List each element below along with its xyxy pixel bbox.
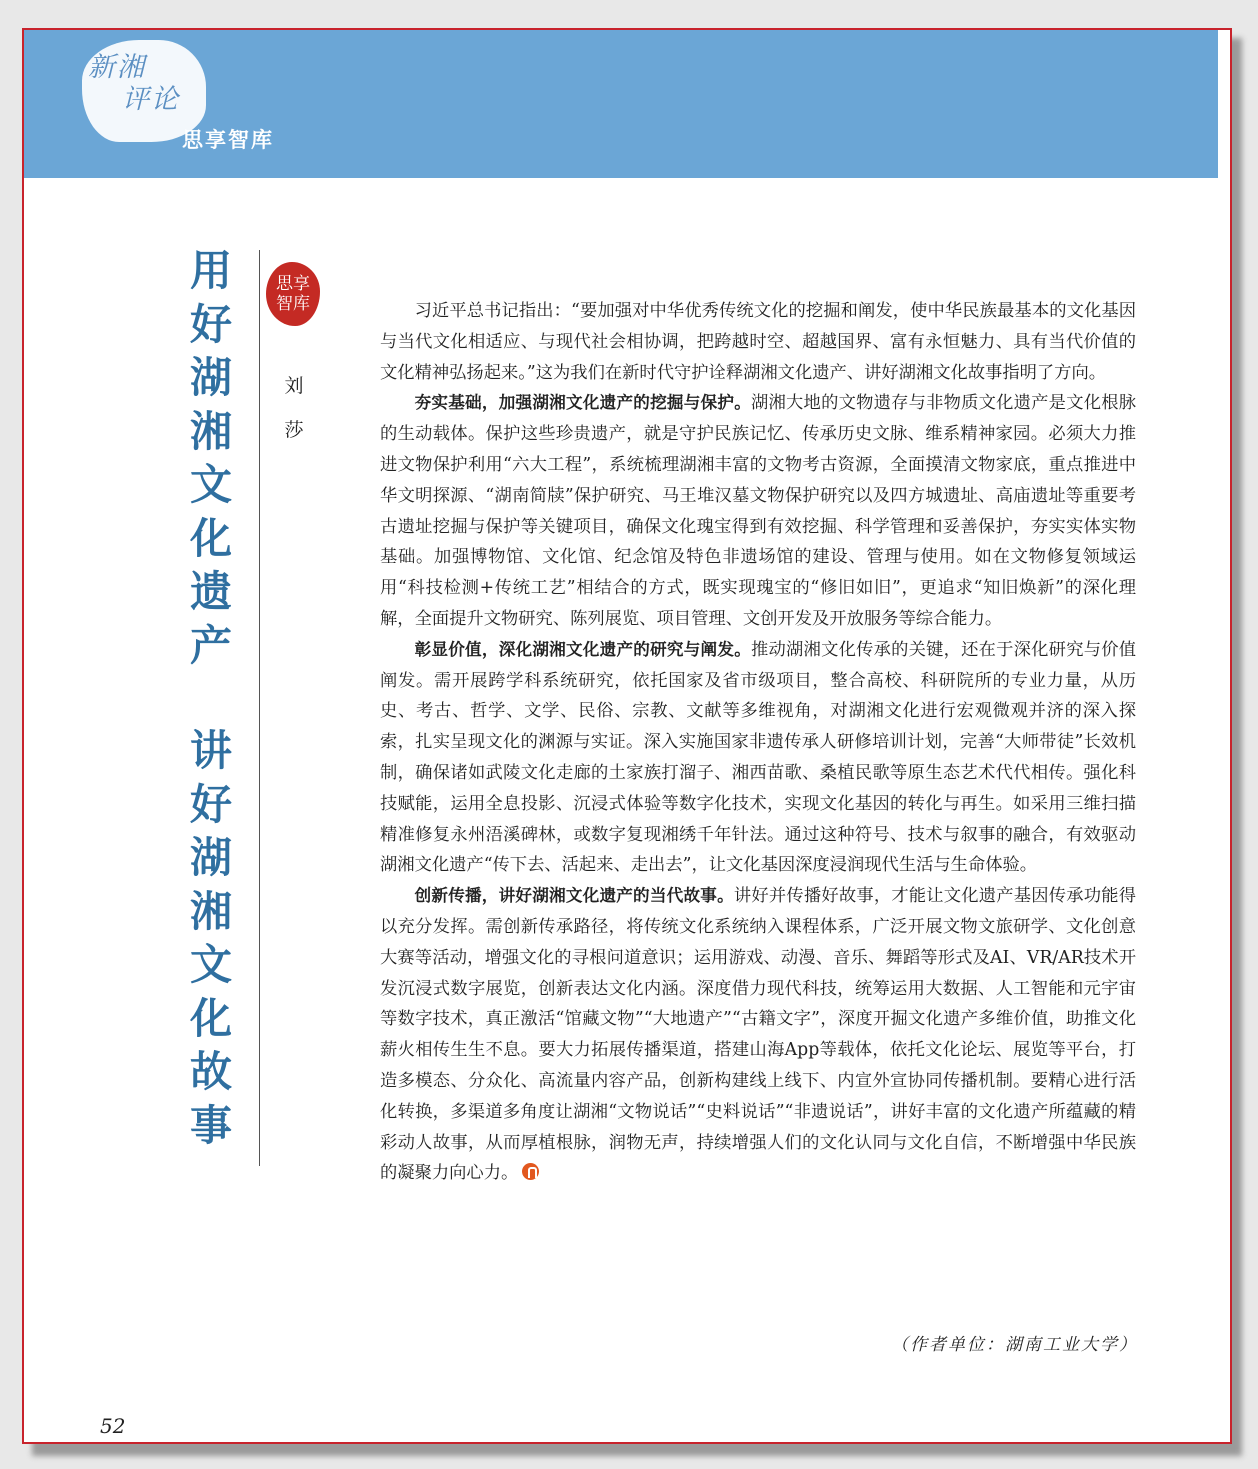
seal-line-2: 智库 bbox=[276, 294, 310, 314]
section-heading-2: 彰显价值，深化湖湘文化遗产的研究与阐发。 bbox=[414, 639, 752, 659]
section-paragraph-1 bbox=[380, 388, 1136, 634]
author-char: 刘 bbox=[284, 375, 304, 397]
seal-line-1: 思享 bbox=[276, 274, 310, 294]
section-text-3: 讲好并传播好故事，才能让文化遗产基因传承功能得以充分发挥。需创新传承路径，将传统文化系统纳入课程体系，广泛开展文物文旅研学、文化创意大赛等活动，增强文化的寻根问道意识；运用游戏、动漫、音乐、舞蹈等形式及AI、VR/AR技术开发沉浸式数字展览，创新表达文化内涵。深度借力现代科技，统筹运用大数据、人工智能和元宇宙等数字技术，真正激活“馆藏文物”“大地遗产”“古籍文字”，深度开掘文化遗产多维价值，助推文化薪火相传生生不息。要大力拓展传播渠道，搭建山海App等载体，依托文化论坛、展览等平台，打造多模态、分众化、高流量内容产品，创新构建线上线下、内宣外宣协同传播机制。要精心进行活化转换，多渠道多角度让湖湘“文物说话”“史料说话”“非遗说话”，讲好丰富的文化遗产所蕴藏的精彩动人故事，从而厚植根脉，润物无声，持续增强人们的文化认同与文化自信，不断增强中华民族的凝聚力向心力。 bbox=[380, 886, 1136, 1184]
column-name: 思享智库 bbox=[182, 128, 274, 152]
title-char: 讲 bbox=[189, 726, 232, 775]
title-char: 湖 bbox=[189, 353, 232, 402]
logo-calligraphy bbox=[88, 52, 198, 116]
title-char: 好 bbox=[189, 779, 232, 829]
title-char: 用 bbox=[189, 246, 232, 295]
section-heading-3: 创新传播，讲好湖湘文化遗产的当代故事。 bbox=[414, 886, 734, 906]
title-char: 事 bbox=[189, 1100, 232, 1150]
author-name bbox=[282, 364, 306, 452]
section-text-1: 湖湘大地的文物遗存与非物质文化遗产是文化根脉的生动载体。保护这些珍贵遗产，就是守护民族记忆、传承历史文脉、维系精神家园。必须大力推进文物保护利用“六大工程”，系统梳理湖湘丰富的文物考古资源，全面摸清文物家底，重点推进中华文明探源、“湖南简牍”保护研究、马王堆汉墓文物保护研究以及四方城遗址、高庙遗址等重要考古遗址挖掘与保护等关键项目，确保文化瑰宝得到有效挖掘、科学管理和妥善保护，夯实实体实物基础。加强博物馆、文化馆、纪念馆及特色非遗场馆的建设、管理与使用。如在文物修复领域运用“科技检测+传统工艺”相结合的方式，既实现瑰宝的“修旧如旧”，更追求“知旧焕新”的深化理解，全面提升文物研究、陈列展览、项目管理、文创开发及开放服务等综合能力。 bbox=[380, 393, 1136, 629]
title-char: 遗 bbox=[189, 567, 232, 616]
article-title bbox=[176, 244, 246, 1152]
title-gap bbox=[176, 672, 246, 724]
header-band bbox=[24, 30, 1218, 178]
title-char: 化 bbox=[189, 993, 232, 1043]
section-text-2: 推动湖湘文化传承的关键，还在于深化研究与价值阐发。需开展跨学科系统研究，依托国家及省市级项目，整合高校、科研院所的专业力量，从历史、考古、哲学、文学、民俗、宗教、文献等多维视角，对湖湘文化进行宏观微观并济的深入探索，扎实呈现文化的渊源与实证。深入实施国家非遗传承人研修培训计划，完善“大师带徒”长效机制，确保诸如武陵文化走廊的土家族打溜子、湘西苗歌、桑植民歌等原生态艺术代代相传。强化科技赋能，运用全息投影、沉浸式体验等数字化技术，实现文化基因的转化与再生。如采用三维扫描精准修复永州浯溪碑林，或数字复现湘绣千年针法。通过这种符号、技术与叙事的融合，有效驱动湖湘文化遗产“传下去、活起来、走出去”，让文化基因深度浸润现代生活与生命体验。 bbox=[380, 639, 1136, 876]
title-char: 产 bbox=[189, 620, 232, 670]
logo-line-1: 新湘 bbox=[88, 52, 146, 83]
section-paragraph-3 bbox=[380, 881, 1136, 1189]
intro-paragraph: 习近平总书记指出：“要加强对中华优秀传统文化的挖掘和阐发，使中华民族最基本的文化基因与当代文化相适应、与现代社会相协调，把跨越时空、超越国界、富有永恒魅力、具有当代价值的文化精神弘扬起来。”这为我们在新时代守护诠释湖湘文化遗产、讲好湖湘文化故事指明了方向。 bbox=[380, 301, 1136, 383]
title-char: 湖 bbox=[189, 833, 232, 882]
title-char: 文 bbox=[189, 460, 232, 509]
magazine-page bbox=[22, 28, 1232, 1444]
author-char: 莎 bbox=[284, 419, 304, 441]
section-paragraph-2 bbox=[380, 635, 1136, 881]
logo-line-2: 评论 bbox=[122, 84, 180, 115]
column-seal-stamp bbox=[266, 262, 320, 326]
title-char: 文 bbox=[189, 940, 232, 989]
section-heading-1: 夯实基础，加强湖湘文化遗产的挖掘与保护。 bbox=[414, 393, 752, 413]
page-number: 52 bbox=[100, 1414, 126, 1438]
title-divider bbox=[259, 250, 260, 1166]
author-affiliation: （作者单位：湖南工业大学） bbox=[891, 1335, 1138, 1355]
end-of-article-icon bbox=[522, 1163, 539, 1180]
title-char: 湘 bbox=[189, 886, 232, 936]
title-char: 好 bbox=[189, 299, 232, 349]
article-body bbox=[380, 296, 1136, 1189]
title-char: 化 bbox=[189, 513, 232, 563]
title-char: 故 bbox=[189, 1047, 232, 1096]
title-char: 湘 bbox=[189, 406, 232, 456]
